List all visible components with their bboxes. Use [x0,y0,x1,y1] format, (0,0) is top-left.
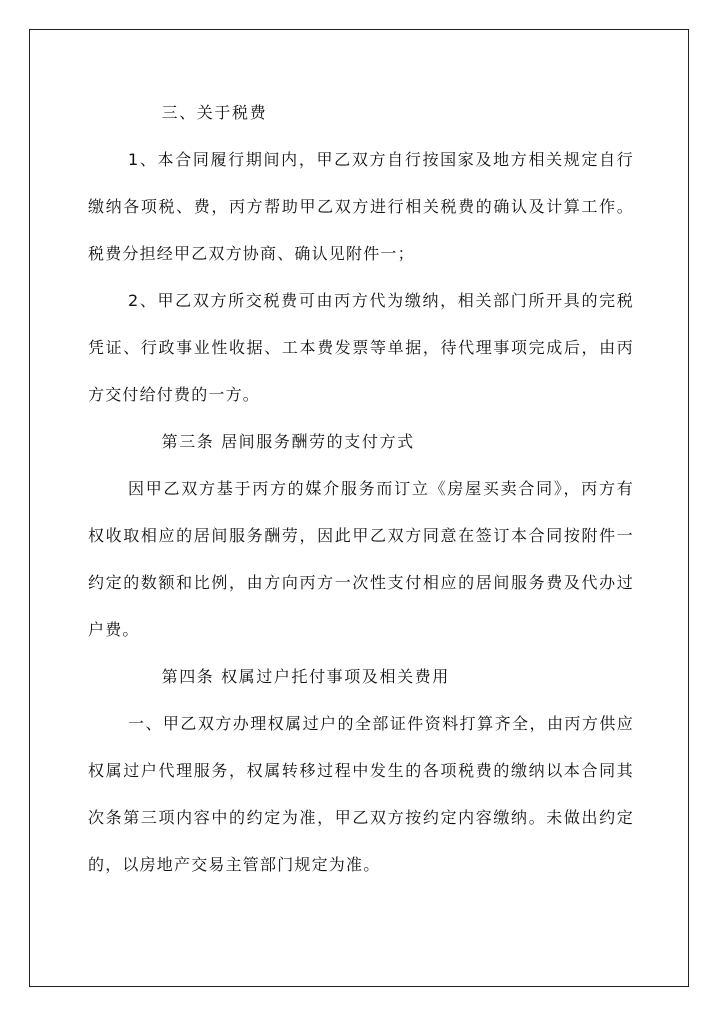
section-tax-heading: 三、关于税费 [161,103,268,122]
article-3-body: 因甲乙双方基于丙方的媒介服务而订立《房屋买卖合同》，丙方有权收取相应的居间服务酬劳，因此甲乙双方同意在签订本合同按附件一约定的数额和比例，由方向丙方一次性支付相应的居间服务费及代办过户费。 [88,479,634,639]
tax-clause-1: 1、本合同履行期间内，甲乙双方自行按国家及地方相关规定自行缴纳各项税、费，丙方帮助甲乙双方进行相关税费的确认及计算工作。税费分担经甲乙双方协商、确认见附件一； [88,150,634,263]
article-3-heading: 第三条 居间服务酬劳的支付方式 [161,432,415,451]
article-4-heading: 第四条 权属过户托付事项及相关费用 [161,667,450,686]
article-4-clause-1: 一、甲乙双方办理权属过户的全部证件资料打算齐全，由丙方供应权属过户代理服务，权属转移过程中发生的各项税费的缴纳以本合同其次条第三项内容中的约定为准，甲乙双方按约定内容缴纳。未做出约定的，以房地产交易主管部门规定为准。 [88,714,634,874]
tax-clause-2: 2、甲乙双方所交税费可由丙方代为缴纳，相关部门所开具的完税凭证、行政事业性收据、工本费发票等单据，待代理事项完成后，由丙方交付给付费的一方。 [88,291,634,404]
contract-body [88,89,634,888]
